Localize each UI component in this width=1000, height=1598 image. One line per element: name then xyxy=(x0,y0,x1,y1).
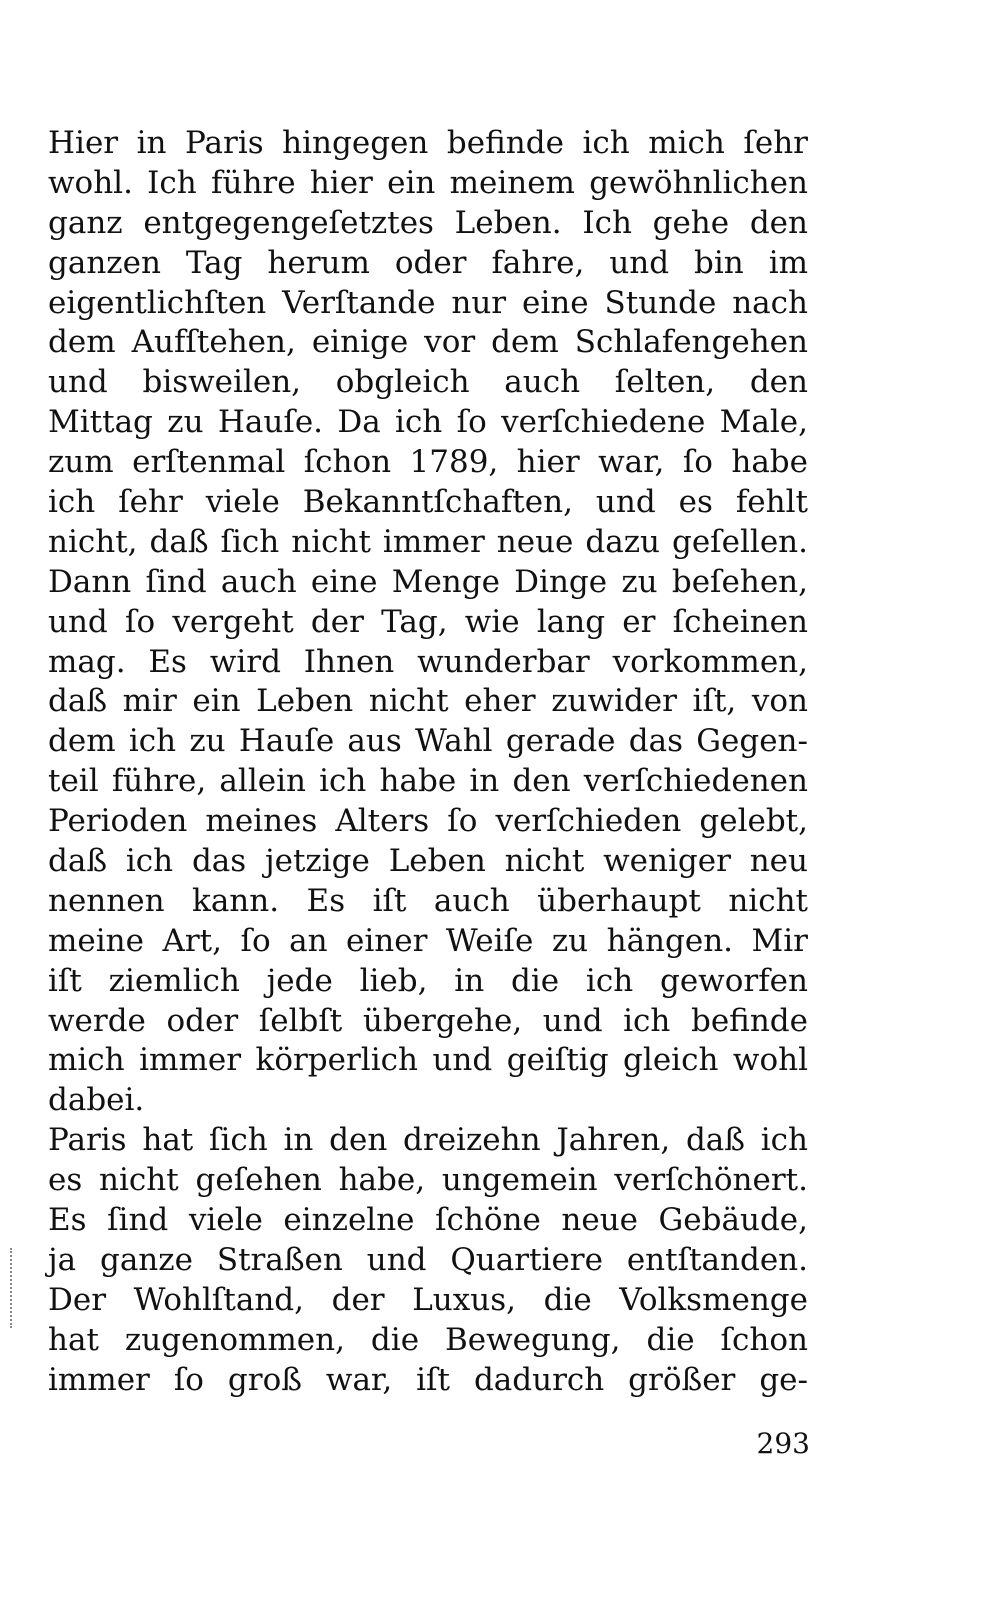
text-line: und ſo vergeht der Tag, wie lang er ſcheinen xyxy=(48,603,808,640)
body-text xyxy=(48,124,808,1401)
text-line: hat zugenommen, die Bewegung, die ſchon xyxy=(48,1321,808,1358)
text-line: immer ſo groß war, iſt dadurch größer ge- xyxy=(48,1361,808,1398)
text-line: dem ich zu Hauſe aus Wahl gerade das Gegen- xyxy=(48,723,808,760)
text-line: ganzen Tag herum oder fahre, und bin im xyxy=(48,244,808,281)
text-line: es nicht geſehen habe, ungemein verſchönert. xyxy=(48,1162,808,1199)
text-line: mag. Es wird Ihnen wunderbar vorkommen, xyxy=(48,643,808,680)
text-line: ich ſehr viele Bekanntſchaften, und es fehlt xyxy=(48,484,808,521)
text-line: ja ganze Straßen und Quartiere entſtanden. xyxy=(48,1241,808,1278)
text-line: Mittag zu Hauſe. Da ich ſo verſchiedene Male, xyxy=(48,404,808,441)
text-line: Perioden meines Alters ſo verſchieden gelebt, xyxy=(48,803,808,840)
text-line: ganz entgegengeſetztes Leben. Ich gehe den xyxy=(48,204,808,241)
text-line: Der Wohlſtand, der Luxus, die Volksmenge xyxy=(48,1281,808,1318)
text-line: mich immer körperlich und geiſtig gleich wohl xyxy=(48,1042,808,1079)
text-line: und bisweilen, obgleich auch ſelten, den xyxy=(48,364,808,401)
text-line: eigentlichſten Verſtande nur eine Stunde nach xyxy=(48,284,808,321)
text-line: nennen kann. Es iſt auch überhaupt nicht xyxy=(48,882,808,919)
text-line: daß ich das jetzige Leben nicht weniger neu xyxy=(48,843,808,880)
scan-margin-mark xyxy=(10,1248,12,1328)
text-line: meine Art, ſo an einer Weiſe zu hängen. Mir xyxy=(48,922,808,959)
text-line: Hier in Paris hingegen befinde ich mich ſehr xyxy=(48,125,808,161)
text-line: Paris hat ſich in den dreizehn Jahren, daß ich xyxy=(48,1122,808,1159)
text-line: zum erſtenmal ſchon 1789, hier war, ſo habe xyxy=(48,444,808,481)
text-line: nicht, daß ſich nicht immer neue dazu geſellen. xyxy=(48,523,808,560)
text-line: daß mir ein Leben nicht eher zuwider iſt, von xyxy=(48,683,808,720)
text-line: wohl. Ich führe hier ein meinem gewöhnlichen xyxy=(48,164,808,201)
text-line: werde oder ſelbſt übergehe, und ich befinde xyxy=(48,1002,808,1039)
text-line: dabei. xyxy=(48,1082,145,1119)
text-line: Es ſind viele einzelne ſchöne neue Gebäude, xyxy=(48,1202,808,1239)
text-line: dem Aufſtehen, einige vor dem Schlafengehen xyxy=(48,324,808,361)
text-line: Dann ſind auch eine Menge Dinge zu beſehen, xyxy=(48,563,808,600)
text-line: teil führe, allein ich habe in den verſchiedenen xyxy=(48,763,808,800)
page-number: 293 xyxy=(756,1427,810,1460)
text-line: iſt ziemlich jede lieb, in die ich geworfen xyxy=(48,962,808,999)
